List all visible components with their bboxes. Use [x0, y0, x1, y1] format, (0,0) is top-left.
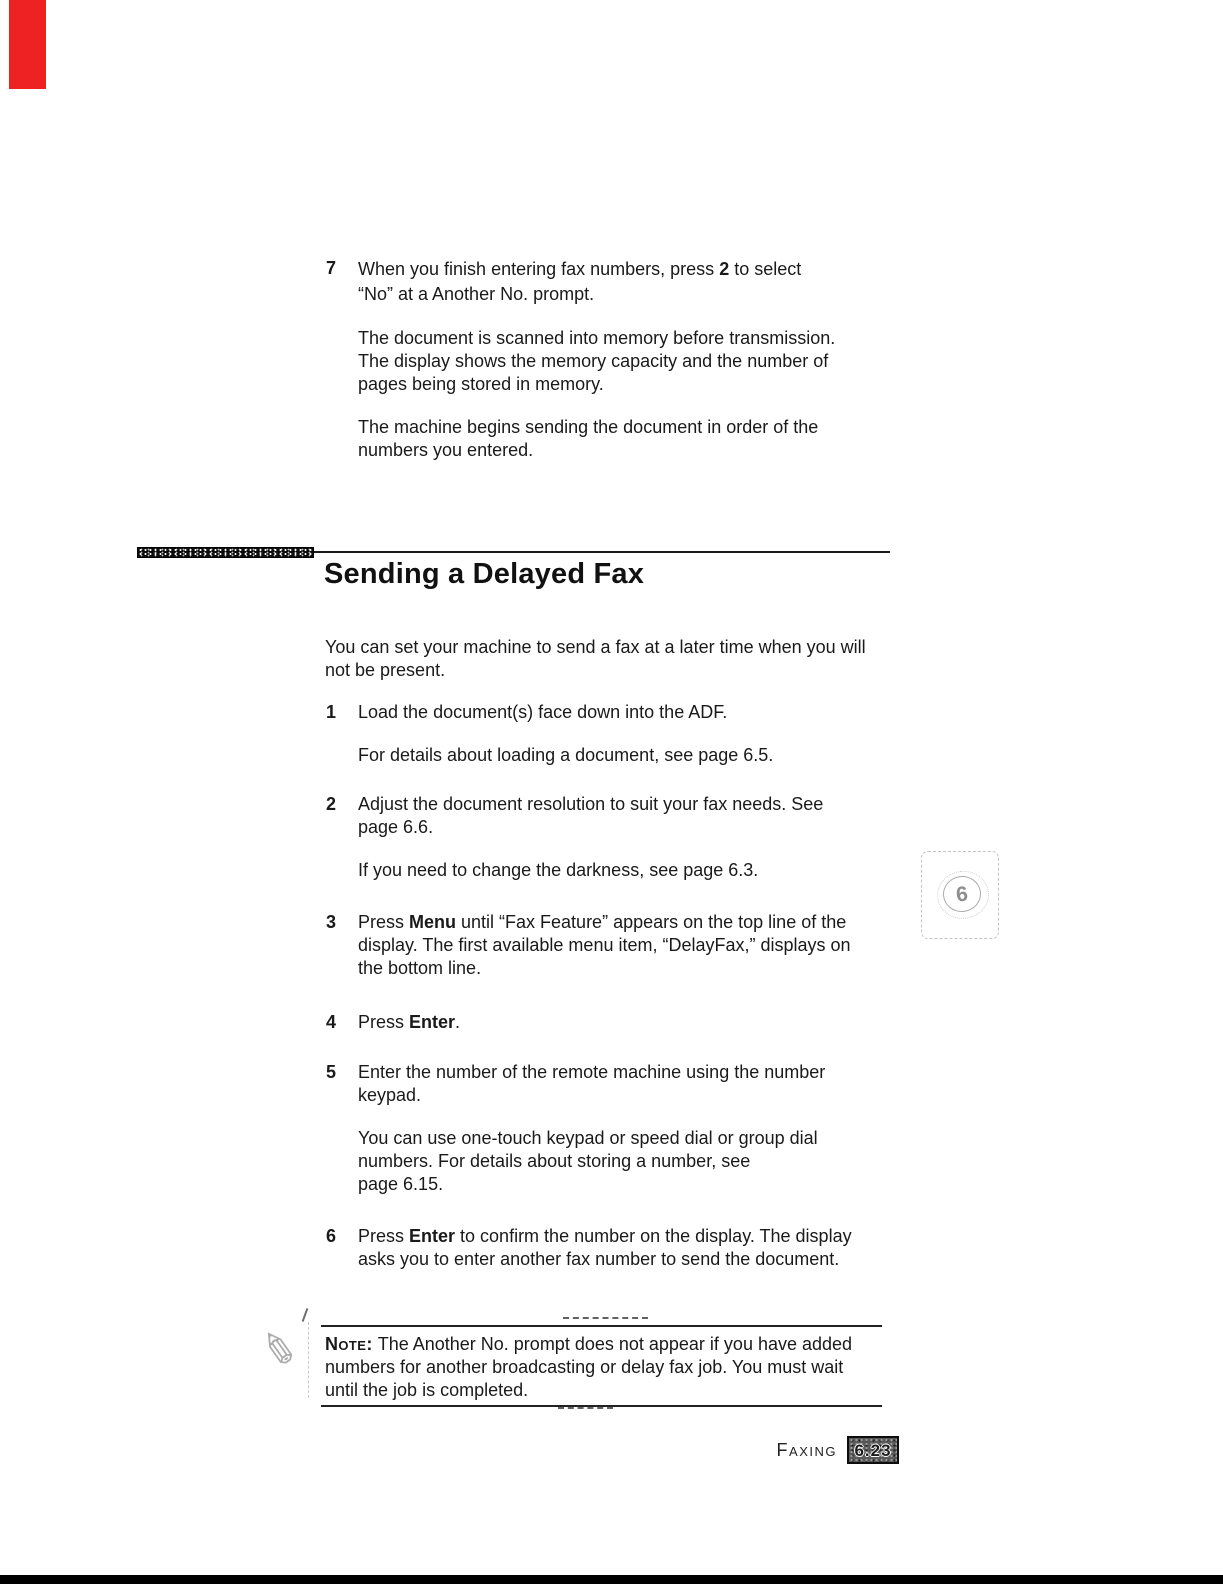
page-footer [0, 1436, 899, 1464]
step-body [358, 911, 854, 980]
scan-artifact-bottom-edge [0, 1575, 1223, 1584]
step-item [326, 701, 854, 767]
page-number-badge: 6.23 [847, 1436, 899, 1464]
note-pencil-icon [248, 1322, 309, 1398]
chapter-tab-marker [921, 851, 999, 939]
scan-artifact-dash [563, 1317, 648, 1319]
pencil-glyph: ✎ [248, 1324, 305, 1371]
step-body [358, 701, 854, 767]
step-text: Adjust the document resolution to suit your fax needs. See page 6.6. [358, 794, 829, 837]
chapter-number-icon [941, 874, 983, 914]
step-paragraph: The document is scanned into memory before transmission. The display shows the memory capacity and the number of pages being stored in memory. [358, 328, 840, 394]
note-box [321, 1325, 882, 1407]
step-number: 2 [326, 794, 337, 814]
step-text: Press Enter to confirm the number on the display. The display asks you to enter another fax number to send the document. [358, 1226, 857, 1269]
step-paragraph: You can use one-touch keypad or speed dial or group dial numbers. For details about storing a number, see page 6.15. [358, 1128, 818, 1194]
step-text: Enter the number of the remote machine using the number keypad. [358, 1062, 831, 1105]
step-item [326, 793, 854, 882]
scan-artifact-red-mark [9, 0, 46, 89]
step-number: 1 [326, 702, 337, 722]
step-text: When you finish entering fax numbers, press 2 to select “No” at a Another No. prompt. [358, 259, 802, 304]
step-paragraph: If you need to change the darkness, see page 6.3. [358, 860, 759, 880]
step-item [326, 1061, 854, 1196]
step-body [358, 1011, 854, 1034]
note-text: The Another No. prompt does not appear if you have added numbers for another broadcasting or delay fax job. You must wait until the job is completed. [325, 1334, 858, 1400]
step-text: Load the document(s) face down into the ADF. [358, 702, 728, 722]
step-text: Press Menu until “Fax Feature” appears on the top line of the display. The first available menu item, “DelayFax,” displays on the bottom line. [358, 912, 856, 978]
step-text: Press Enter. [358, 1012, 461, 1032]
step-number: 3 [326, 912, 337, 932]
step-number: 6 [326, 1226, 337, 1246]
section-title: Sending a Delayed Fax [324, 558, 645, 590]
step-item [326, 1011, 854, 1034]
divider-ornament-bar [137, 547, 314, 558]
step-item [326, 1225, 857, 1271]
step-number: 5 [326, 1062, 337, 1082]
pencil-stroke [302, 1308, 309, 1322]
step-paragraph: The machine begins sending the document in order of the numbers you entered. [358, 417, 824, 460]
chapter-number: 6 [954, 881, 970, 907]
section-intro: You can set your machine to send a fax at a later time when you will not be present. [325, 637, 866, 680]
footer-section-label: Faxing [776, 1439, 837, 1460]
step-number: 7 [326, 258, 337, 278]
scan-artifact-dash [558, 1407, 613, 1409]
step-paragraph: For details about loading a document, see page 6.5. [358, 745, 774, 765]
step-body [358, 1061, 854, 1196]
note-label: Note: [325, 1334, 373, 1354]
step-body [358, 1225, 857, 1271]
step-body [358, 793, 854, 882]
step-item [326, 911, 854, 980]
step-number: 4 [326, 1012, 337, 1032]
